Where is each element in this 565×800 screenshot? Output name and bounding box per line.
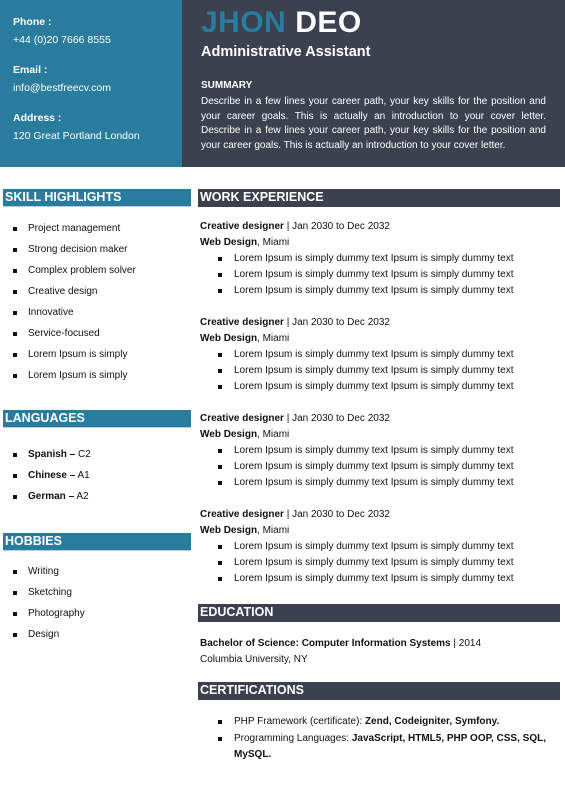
list-item: Lorem Ipsum is simply dummy text Ipsum is simply dummy text (234, 253, 550, 269)
certifications-list (234, 714, 554, 764)
job-location: , Miami (257, 525, 290, 536)
summary-title: SUMMARY (201, 80, 253, 91)
skills-list (13, 223, 136, 391)
list-item: Lorem Ipsum is simply dummy text Ipsum is simply dummy text (234, 269, 550, 285)
list-item: Strong decision maker (13, 244, 136, 265)
list-item: Complex problem solver (13, 265, 136, 286)
hobbies-heading: HOBBIES (3, 533, 191, 551)
list-item: Innovative (13, 307, 136, 328)
skills-heading: SKILL HIGHLIGHTS (3, 189, 191, 207)
list-item: Creative design (13, 286, 136, 307)
language-level: A2 (74, 491, 89, 502)
job-dates: | Jan 2030 to Dec 2032 (283, 413, 390, 424)
language-name: German – (28, 491, 75, 502)
job-role: Creative designer (200, 317, 284, 328)
email-label: Email : (13, 64, 48, 76)
list-item: Lorem Ipsum is simply dummy text Ipsum is simply dummy text (234, 461, 550, 477)
list-item (13, 470, 91, 491)
languages-heading: LANGUAGES (3, 410, 191, 428)
phone-label: Phone : (13, 16, 52, 28)
job-entry (200, 317, 550, 397)
job-role: Creative designer (200, 221, 284, 232)
list-item: Lorem Ipsum is simply dummy text Ipsum is simply dummy text (234, 477, 550, 493)
job-company: Web Design (200, 525, 258, 536)
last-name: DEO (295, 6, 362, 39)
contact-panel (0, 0, 182, 167)
list-item: Lorem Ipsum is simply (13, 349, 136, 370)
list-item: Lorem Ipsum is simply dummy text Ipsum is simply dummy text (234, 541, 550, 557)
job-dates: | Jan 2030 to Dec 2032 (283, 509, 390, 520)
list-item: Lorem Ipsum is simply dummy text Ipsum is simply dummy text (234, 349, 550, 365)
header-panel (182, 0, 565, 167)
job-entry (200, 221, 550, 301)
list-item: Design (13, 629, 85, 650)
list-item: Lorem Ipsum is simply dummy text Ipsum is simply dummy text (234, 573, 550, 589)
summary-text: Describe in a few lines your career path, your key skills for the position and your career goals. This is actually an introduction to your cover letter. Describe in a few lines your career path, your key skills for the position and your career goals. This is actually an introduction to your cover letter. (201, 96, 546, 151)
job-entry (200, 509, 550, 589)
list-item: Lorem Ipsum is simply dummy text Ipsum is simply dummy text (234, 445, 550, 461)
first-name: JHON (201, 6, 287, 39)
cert-label: PHP Framework (certificate): (234, 716, 365, 727)
certifications-heading: CERTIFICATIONS (198, 682, 560, 700)
cert-value: Zend, Codeigniter, Symfony. (364, 716, 500, 727)
cert-value: JavaScript, HTML5, PHP OOP, CSS, SQL, MySQL. (234, 733, 546, 760)
list-item: Photography (13, 608, 85, 629)
list-item: Lorem Ipsum is simply dummy text Ipsum is simply dummy text (234, 557, 550, 573)
language-name: Chinese – (28, 470, 76, 481)
work-heading: WORK EXPERIENCE (198, 189, 560, 207)
job-dates: | Jan 2030 to Dec 2032 (283, 221, 390, 232)
job-role: Creative designer (200, 509, 284, 520)
list-item: Sketching (13, 587, 85, 608)
language-level: A1 (75, 470, 90, 481)
languages-list (13, 449, 91, 512)
education-entry (200, 636, 481, 668)
education-heading: EDUCATION (198, 604, 560, 622)
address-label: Address : (13, 112, 62, 124)
job-company: Web Design (200, 429, 258, 440)
language-name: Spanish – (28, 449, 76, 460)
list-item: Lorem Ipsum is simply dummy text Ipsum is simply dummy text (234, 285, 550, 301)
email-value[interactable]: info@bestfreecv.com (13, 82, 112, 94)
education-year: | 2014 (450, 638, 482, 649)
job-company: Web Design (200, 333, 258, 344)
candidate-name (201, 6, 546, 40)
list-item: Lorem Ipsum is simply dummy text Ipsum is simply dummy text (234, 381, 550, 397)
job-dates: | Jan 2030 to Dec 2032 (283, 317, 390, 328)
job-role: Creative designer (200, 413, 284, 424)
job-location: , Miami (257, 237, 290, 248)
list-item (13, 491, 91, 512)
job-company: Web Design (200, 237, 258, 248)
job-location: , Miami (257, 429, 290, 440)
cert-label: Programming Languages: (234, 733, 352, 744)
phone-value: +44 (0)20 7666 8555 (13, 34, 111, 46)
job-location: , Miami (257, 333, 290, 344)
language-level: C2 (75, 449, 91, 460)
list-item (234, 714, 554, 730)
list-item (13, 449, 91, 470)
job-title: Administrative Assistant (201, 44, 371, 60)
list-item: Writing (13, 566, 85, 587)
list-item: Service-focused (13, 328, 136, 349)
list-item: Lorem Ipsum is simply dummy text Ipsum is simply dummy text (234, 365, 550, 381)
job-entry (200, 413, 550, 493)
address-value: 120 Great Portland London (13, 130, 140, 142)
degree: Bachelor of Science: Computer Information Systems (200, 638, 451, 649)
list-item: Project management (13, 223, 136, 244)
list-item: Lorem Ipsum is simply (13, 370, 136, 391)
school: Columbia University, NY (200, 654, 308, 665)
list-item (234, 731, 554, 763)
hobbies-list (13, 566, 85, 650)
